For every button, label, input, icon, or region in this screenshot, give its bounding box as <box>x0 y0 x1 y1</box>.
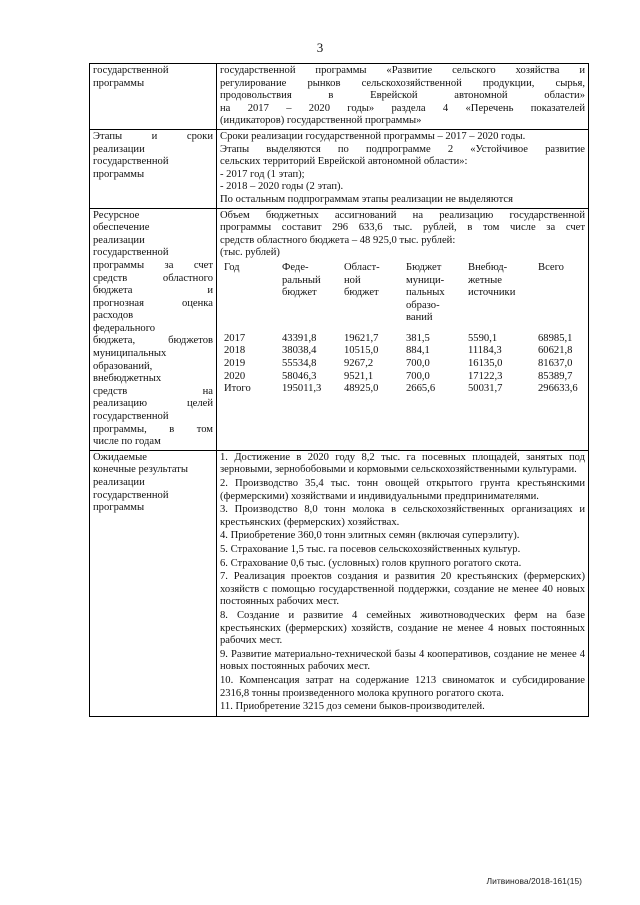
label-line: государственной <box>93 489 169 501</box>
page-number: 3 <box>316 40 324 55</box>
budget-cell: 2017 <box>224 332 246 344</box>
row-content: Объем бюджетных ассигнований на реализацию государственной программы составит 296 633,6 тыс. рублей, в том числе за счет средств областного бюджета – 48 925,0 тыс. рублей: (тыс. рублей) Год Феде- ральный бюджет Област- ной бюджет Бюджет муници- пальных образо- ваний Внебюд- жетные источники Всего 2017 43391,8 19621,7 381,5 5590,1 68985,1 2018 38038,4 10515,0 884,1 11184,3 60621,8 2019 55534,8 9267,2 700,0 16135,0 81637,0 2020 58046,3 9521,1 700,0 17122,3 85389,7 Итого 195011,3 48925,0 2665,6 50031,7 296633,6 <box>217 208 589 450</box>
label-line: бюджета, бюджетов <box>93 335 213 347</box>
label-line: программы за счет <box>93 259 213 271</box>
table-row-budget <box>90 208 589 450</box>
budget-cell: 9267,2 <box>344 358 374 370</box>
budget-cell: 68985,1 <box>538 332 573 344</box>
label-line: конечные результаты <box>93 464 189 476</box>
row-label: государственной программы <box>90 64 217 130</box>
budget-cell: 38038,4 <box>282 345 317 357</box>
row-label <box>90 450 217 716</box>
budget-column-header: Област- ной бюджет <box>344 261 380 299</box>
result-item: 9. Развитие материально-технической базы 4 кооперативов, создание не менее 4 новых постоянных рабочих мест. <box>220 648 585 673</box>
row-label <box>90 208 217 450</box>
budget-cell: 50031,7 <box>468 383 503 395</box>
row-content: Сроки реализации государственной программы – 2017 – 2020 годы. Этапы выделяются по подпрограмме 2 «Устойчивое развитие сельских территорий Еврейской автономной области»: - 2017 год (1 этап); - 2018 – 2020 годы (2 этап). По остальным подпрограммам этапы реализации не выделяются <box>217 129 589 208</box>
budget-cell: 19621,7 <box>344 332 379 344</box>
label-line: бюджета и <box>93 285 213 297</box>
budget-cell: 11184,3 <box>468 345 502 357</box>
label-line: программы, в том <box>93 423 213 435</box>
budget-cell: Итого <box>224 383 251 395</box>
budget-cell: 16135,0 <box>468 358 503 370</box>
budget-cell: 381,5 <box>406 332 430 344</box>
result-item: 11. Приобретение 3215 доз семени быков-производителей. <box>220 701 485 713</box>
budget-cell: 58046,3 <box>282 370 317 382</box>
label-line: расходов <box>93 310 134 322</box>
budget-cell: 2665,6 <box>406 383 436 395</box>
label-line: средств на <box>93 385 213 397</box>
budget-cell: 9521,1 <box>344 370 374 382</box>
result-item: 4. Приобретение 360,0 тонн элитных семян (включая суперэлиту). <box>220 530 520 542</box>
results-list <box>217 450 589 716</box>
budget-column-header: Всего <box>538 261 564 273</box>
budget-cell: 17122,3 <box>468 370 503 382</box>
budget-cell: 60621,8 <box>538 345 573 357</box>
label-line: обеспечение <box>93 222 150 234</box>
budget-cell: 5590,1 <box>468 332 498 344</box>
label-line: муниципальных <box>93 348 167 360</box>
table-row-results <box>90 450 589 716</box>
budget-cell: 2020 <box>224 370 246 382</box>
label-line: государственной <box>93 411 169 423</box>
budget-cell: 55534,8 <box>282 358 317 370</box>
budget-table <box>220 262 585 396</box>
label-line: средств областного <box>93 272 213 284</box>
budget-cell: 700,0 <box>406 370 430 382</box>
row-content: государственной программы «Развитие сельского хозяйства и регулирование рынков сельскохозяйственной продукции, сырья, продовольствия в Еврейской автономной области» на 2017 – 2020 годы» раздела 4 «Перечень показателей (индикаторов) государственной программы» <box>217 64 589 130</box>
label-line: программы <box>93 502 145 514</box>
budget-column-header: Бюджет муници- пальных образо- ваний <box>406 261 445 324</box>
table-row <box>90 64 589 130</box>
budget-cell: 700,0 <box>406 358 430 370</box>
document-footer-code: Литвинова/2018-161(15) <box>486 876 582 886</box>
budget-column-header: Год <box>224 261 240 273</box>
label-line: числе по годам <box>93 436 161 448</box>
budget-cell: 2018 <box>224 345 246 357</box>
budget-cell: 43391,8 <box>282 332 317 344</box>
label-line: реализации <box>93 234 145 246</box>
budget-column-header: Феде- ральный бюджет <box>282 261 321 299</box>
budget-cell: 81637,0 <box>538 358 573 370</box>
budget-cell: 85389,7 <box>538 370 573 382</box>
budget-cell: 10515,0 <box>344 345 379 357</box>
result-item: 1. Достижение в 2020 году 8,2 тыс. га посевных площадей, занятых под зерновыми, зернобобовыми и кормовыми сельскохозяйственными культурами. <box>220 451 585 476</box>
label-line: прогнозная оценка <box>93 297 213 309</box>
result-item: 8. Создание и развитие 4 семейных животноводческих ферм на базе крестьянских (фермерских) хозяйств, создание не менее 4 новых постоянных рабочих мест. <box>220 609 585 647</box>
result-item: 5. Страхование 1,5 тыс. га посевов сельскохозяйственных культур. <box>220 543 521 555</box>
budget-cell: 2019 <box>224 358 246 370</box>
table-row <box>90 129 589 208</box>
label-line: внебюджетных <box>93 373 162 385</box>
budget-column-header: Внебюд- жетные источники <box>468 261 516 299</box>
label-line: реализацию целей <box>93 398 213 410</box>
label-line: Ожидаемые <box>93 451 147 463</box>
label-line: Ресурсное <box>93 209 140 221</box>
label-line: федерального <box>93 322 156 334</box>
label-line: реализации <box>93 477 145 488</box>
budget-cell: 296633,6 <box>538 383 578 395</box>
label-line: образований, <box>93 360 153 372</box>
program-passport-table <box>89 63 589 717</box>
label-line: государственной <box>93 247 169 259</box>
row-label: Этапы и сроки реализации государственной программы <box>90 129 217 208</box>
result-item: 2. Производство 35,4 тыс. тонн овощей открытого грунта крестьянскими (фермерскими) хозяйствами и индивидуальными предпринимателями. <box>220 478 585 502</box>
result-item: 3. Производство 8,0 тонн молока в сельскохозяйственных организациях и крестьянских (фермерских) хозяйствах. <box>220 504 585 528</box>
result-item: 7. Реализация проектов создания и развития 20 крестьянских (фермерских) хозяйств с помощью государственной поддержки, создание не менее 40 новых постоянных рабочих мест. <box>220 571 585 608</box>
result-item: 6. Страхование 0,6 тыс. (условных) голов крупного рогатого скота. <box>220 557 522 569</box>
result-item: 10. Компенсация затрат на содержание 1213 свиноматок и субсидирование 2316,8 тонны произведенного молока крупного рогатого скота. <box>220 674 585 699</box>
budget-cell: 48925,0 <box>344 383 379 395</box>
budget-cell: 195011,3 <box>282 383 322 395</box>
budget-cell: 884,1 <box>406 345 430 357</box>
